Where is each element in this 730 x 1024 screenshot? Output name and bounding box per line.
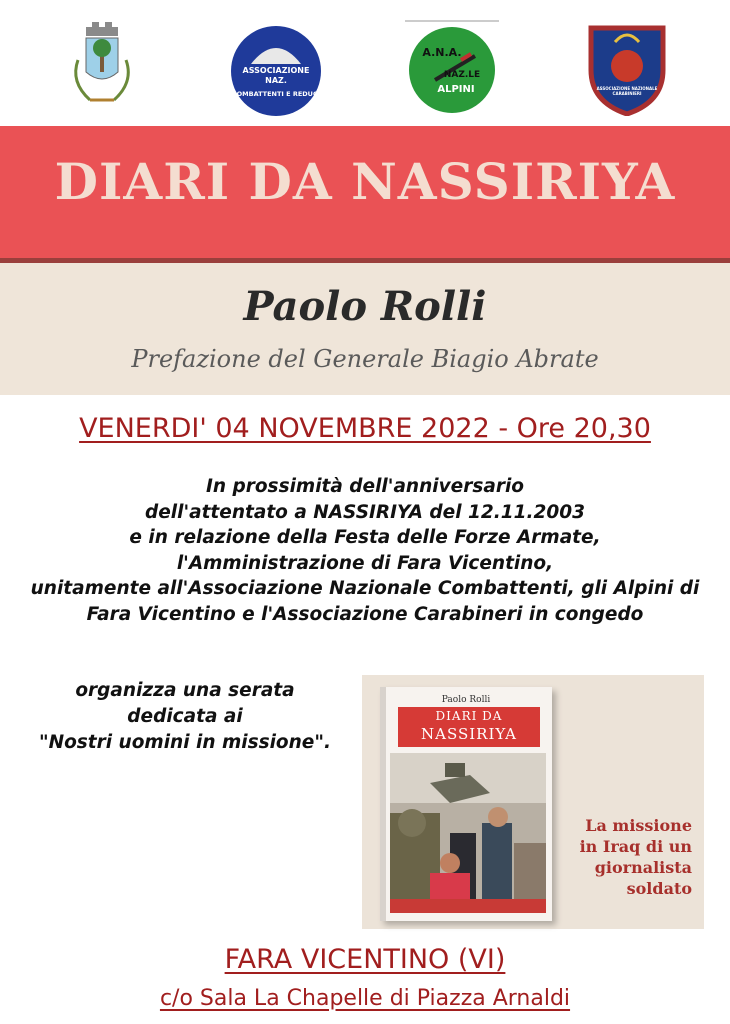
organizza-line: "Nostri uomini in missione". [38,732,332,753]
title-band [0,126,730,258]
book-cover-title-box [398,707,540,747]
organizza-text [20,678,350,756]
preface-line: Prefazione del Generale Biagio Abrate [131,345,599,373]
soldiers-photo-icon [390,753,546,913]
organizza-line: organizza una serata [75,680,295,701]
municipal-crest-icon [64,20,140,116]
intro-line: unitamente all'Associazione Nazionale Combattenti, gli Alpini di [30,578,700,599]
author-name: Paolo Rolli [243,283,487,330]
anc-label: ASSOCIAZIONE NAZIONALE CARABINIERI [596,86,658,96]
author-band [0,263,730,395]
book-panel [362,675,704,929]
tagline-line: La missione [585,816,692,835]
ancr-line3: COMBATTENTI E REDUCI [231,90,321,98]
ana-line3: ALPINI [437,84,475,95]
intro-line: e in relazione della Festa delle Forze Armate, [129,527,601,548]
ancr-line1: ASSOCIAZIONE [242,66,310,75]
book-title-heading: DIARI DA NASSIRIYA [54,152,676,211]
event-place: FARA VICENTINO (VI) [224,944,506,975]
ana-alpini-logo [405,20,499,114]
book-cover-author: Paolo Rolli [441,695,491,705]
logos-row [0,0,730,125]
ancr-line2: NAZ. [265,76,287,85]
book-tagline [552,815,692,899]
anc-carabinieri-shield [585,22,669,116]
event-venue: c/o Sala La Chapelle di Piazza Arnaldi [159,986,571,1011]
book-cover-title-line1: DIARI DA [435,709,503,723]
intro-line: dell'attentato a NASSIRIYA del 12.11.2003 [144,501,586,523]
ana-line1: A.N.A. [422,46,462,59]
intro-paragraph [0,474,730,627]
tagline-line: soldato [626,879,692,898]
intro-line: l'Amministrazione di Fara Vicentino, [176,552,554,574]
book-cover-title-line2: NASSIRIYA [421,725,517,743]
event-date-time: VENERDI' 04 NOVEMBRE 2022 - Ore 20,30 [79,413,651,444]
organizza-line: dedicata ai [127,706,243,727]
intro-line: Fara Vicentino e l'Associazione Carabineri in congedo [86,603,644,625]
ancr-logo [229,24,323,118]
tagline-line: in Iraq di un [579,837,692,856]
ana-line2: NAZ.LE [443,70,481,80]
intro-line: In prossimità dell'anniversario [205,476,525,497]
tagline-line: giornalista [594,858,692,877]
book-cover-image [380,687,552,921]
book-spine [380,687,386,921]
